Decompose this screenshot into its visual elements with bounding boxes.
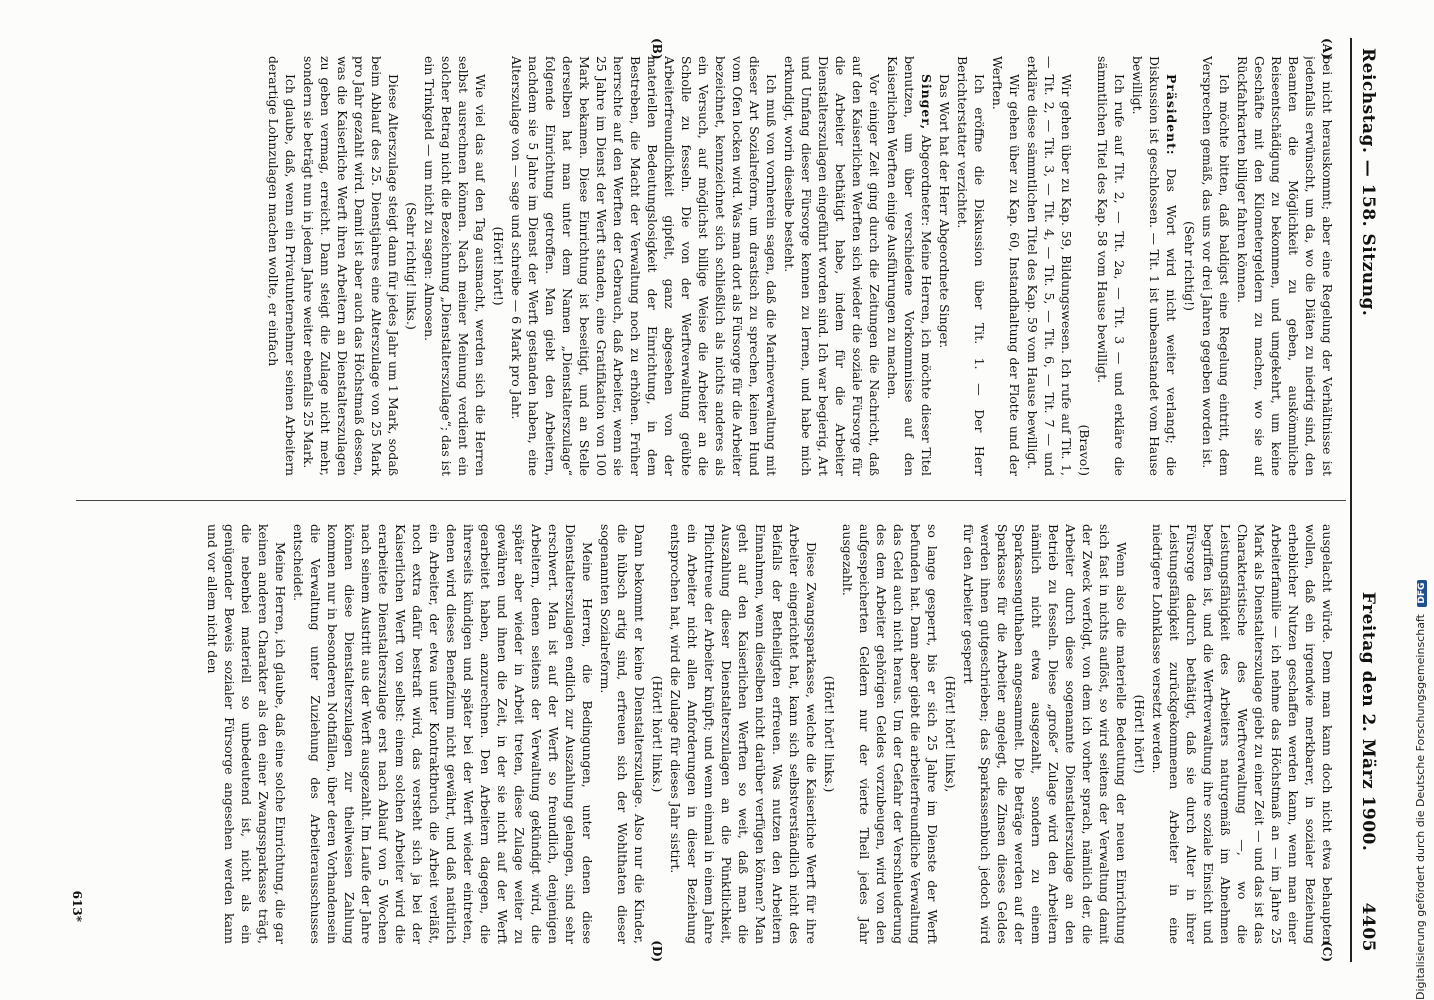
margin-mark-c: (C) (1320, 941, 1334, 962)
speaker-paragraph (884, 56, 935, 476)
paragraph: Ich muß von vornherein sagen, daß die Marineverwaltung mit dieser Art Sozialreform, um drastisch zu sprechen, keinen Hund vom Ofen locken wird. Was man dort als Fürsorge für die Arbeiter bezeichnet, kennzeichnet sich schließlich als nichts anderes als ein Versuch, auf möglichst billige Weise die Arbeiter an die Scholle zu fesseln. Die von der Werftverwaltung geübte Arbeiterfreundlichkeit gipfelt, ganz abgesehen von der materiellen Bedeutungslosigkeit der Einrichtung, in dem Bestreben, die Macht der Verwaltung noch zu erhöhen. Früher herrschte auf den Werften der Gebrauch, daß Arbeiter, wenn sie 25 Jahre im Dienst der Werft standen, eine Gratifikation von 100 Mark bekamen. Diese Einrichtung ist beseitigt, und an Stelle derselben hat man unter dem Namen „Dienstalterszulage“ folgende Einrichtung getroffen. Man giebt den Arbeitern, nachdem sie 5 Jahre im Dienst der Werft gestanden haben, eine Alterszulage von — sage und schreibe — 6 Mark pro Jahr. (509, 56, 779, 476)
interjection: (Sehr richtig! links.) (404, 202, 419, 330)
right-column (86, 524, 1336, 944)
paragraph: Ich glaube, daß, wenn ein Privatunternehmer seinen Arbeitern derartige Lohnzulagen machen wollte, er einfach (266, 56, 298, 476)
paragraph: Wir gehen über zu Kap. 60, Instandhaltung der Flotte und der Werften. (990, 56, 1022, 476)
interjection: (Hört! hört!) (1132, 694, 1147, 774)
page-content (54, 38, 1384, 962)
paragraph: Vor einiger Zeit ging durch die Zeitungen die Nachricht, daß auf den Kaiserlichen Werften sich wieder die soziale Fürsorge für die Arbeiter bethätigt habe, indem für die Arbeiter Dienstalterszulagen eingeführt worden sind. Ich war begierig, Art und Umfang dieser Fürsorge kennen zu lernen, und habe mich erkundigt, worin dieselbe besteht. (782, 56, 882, 476)
paragraph: Meine Herren, ich glaube, daß eine solche Einrichtung, die gar keinen anderen Charakter als den einer Zwangssparkasse trägt, die nebenbei materiell so unbedeutend ist, nicht als ein genügender Beweis sozialer Fürsorge angesehen werden kann und vor allem nicht den (205, 524, 288, 944)
speaker-text: Abgeordneter: Meine Herren, ich möchte dieser Titel benutzen, um über verschiedene Vorkommnisse auf den Kaiserlichen Werften einige Ausführungen zu machen. (885, 56, 934, 476)
paragraph: Ich eröffne die Diskussion über Tit. 1. — Der Herr Berichterstatter verzichtet. (955, 56, 987, 476)
paragraph: Wir gehen über zu Kap. 59, Bildungswesen. Ich rufe auf Tit. 1, — Tit. 2, — Tit. 3, — Tit. 4, — Tit. 5, — Tit. 6, — Tit. 7 — und erkläre diese sämmtlichen Titel des Kap. 59 vom Hause bewilligt. (1025, 56, 1074, 476)
speaker-text: Das Wort wird nicht weiter verlangt; die Diskussion ist geschlossen. — Tit. 1 ist unbeanstandet vom Hause bewilligt. (1130, 56, 1179, 476)
digitization-credit (1414, 300, 1432, 1000)
speaker-name: Präsident: (1164, 74, 1179, 156)
header-date: Freitag den 2. März 1900. (1358, 591, 1378, 852)
speaker-name: Singer, (919, 74, 934, 131)
paragraph: Dann bekommt er keine Dienstalterszulage. Also nur die Kinder, die hübsch artig sind, erfreuen sich der Wohlthaten dieser sogenannten Sozialreform. (598, 524, 647, 944)
paragraph: Meine Herren, die Bedingungen, unter denen diese Dienstalterszulagen endlich zur Auszahlung gelangen, sind sehr erschwert. Man ist auf der Werft so freundlich, denjenigen Arbeitern, denen seitens der Verwaltung gekündigt wird, die später aber wieder in Arbeit treten, diese Zulage weiter zu gewähren und ihnen die Zeit, in der sie nicht auf der Werft gearbeitet haben, anzurechnen. Den Arbeitern dagegen, die ihrerseits kündigen und später bei der Werft wieder eintreten, denen wird dieses Benefizium nicht gewährt, und daß natürlich ein Arbeiter, der etwa unter Kontraktbruch die Arbeit verläßt, noch extra dafür bestraft wird, das versteht sich ja bei der Kaiserlichen Werft von selbst: einem solchen Arbeiter wird die erarbeitete Dienstalterszulage erst nach Ablauf von 5 Wochen nach seinem Austritt aus der Werft ausgezahlt. Im Laufe der Jahre können diese Dienstalterszulagen zur theilweisen Zahlung kommen nur in besonderen Nothfällen, über deren Vorhandensein die Verwaltung unter Zuziehung des Arbeiterausschusses entscheidet. (291, 524, 595, 944)
paragraph: Ich rufe auf Tit. 2, — Tit. 2a, — Tit. 3 — und erkläre die sämmtlichen Titel des Kap. 58 vom Hause bewilligt. (1095, 56, 1127, 476)
interjection: (Sehr richtig!) (1182, 221, 1197, 311)
page-number: 4405 (1358, 902, 1378, 952)
header-rule (1350, 38, 1352, 962)
paragraph: Ich möchte bitten, daß baldigst eine Regelung eintritt, dem Versprechen gemäß, das uns vor drei Jahren gegeben worden ist. (1200, 56, 1232, 476)
credit-text: Digitalisierung gefördert durch die Deutsche Forschungsgemeinschaft (1414, 614, 1427, 1000)
column-divider (76, 500, 1346, 501)
paragraph: ausgelacht würde. Denn man kann doch nicht etwa behaupten wollen, daß ein irgendwie merkbarer, in sozialer Beziehung erheblicher Nutzen geschaffen werden kann, wenn man einer Arbeiterfamilie — ich nehme das Höchstmaß an — im Jahre 25 Mark als Dienstalterszulage giebt zu einer Zeit — und das ist das Charakteristische des Werftverwaltung —, wo die Leistungsfähigkeit des Arbeiters naturgemäß im Abnehmen begriffen ist, und die Werftverwaltung ihre soziale Einsicht und Fürsorge dadurch bethätigt, daß sie durch Alter in ihrer Leistungsfähigkeit zurückgekommenen Arbeiter in eine niedrigere Lohnklasse versetzt werden. (1150, 524, 1335, 944)
interjection: (Hört! hört! links), (943, 675, 958, 793)
margin-mark-b: (B) (650, 38, 664, 60)
dfg-logo: DFG (1417, 580, 1427, 607)
paragraph: Diese Zwangssparkasse, welche die Kaiserliche Werft für ihre Arbeiter eingerichtet hat, kann sich selbstverständlich nicht des Beifalls der Betheiligten erfreuen. Was nutzen den Arbeitern Einnahmen, wenn dieselben nicht darüber verfügen können? Man geht auf den Kaiserlichen Werften so weit, daß man die Auszahlung dieser Dienstalterszulagen an die Pünktlichkeit, Pflichttreue der Arbeiter knüpft; und wenn einmal in einem Jahre ein Arbeiter nicht allen Anforderungen in dieser Beziehung entsprochen hat, wird die Zulage für dieses Jahr sistirt. (668, 524, 819, 944)
speaker-paragraph (1129, 56, 1180, 476)
paragraph: Diese Alterszulage steigt dann für jedes Jahr um 1 Mark, sodaß beim Ablauf des 25. Dienstjahres eine Alterszulage von 25 Mark pro Jahr gezahlt wird. Damit ist aber auch das Höchstmaß dessen, was die Kaiserliche Werft ihren Arbeitern an Dienstalterszulagen zu geben vermag, erreicht. Dann steigt die Zulage nicht mehr, sondern sie beträgt nun in jedem Jahre weiter ebenfalls 25 Mark. (301, 56, 401, 476)
left-column (86, 56, 1336, 476)
running-header (1348, 38, 1384, 962)
paragraph: bei nicht herauskommt; aber eine Regelung der Verhältnisse ist jedenfalls erwünscht, um da, wo die Diäten zu niedrig sind, den Beamten die Möglichkeit zu geben, auskömmliche Reiseentschädigung zu bekommen, und umgekehrt, um keine Geschäfte mit den Kilometergeldern zu machen, wo sie auf Rückfahrkarten billiger fahren können. (1235, 56, 1335, 476)
interjection: (Hört! hört! links.) (822, 675, 837, 793)
paragraph: Wie viel das auf den Tag ausmacht, werden sich die Herren selbst ausrechnen können. Nach meiner Meinung verdient ein solcher Betrag nicht die Bezeichnung „Dienstalterszulage“; das ist ein Trinkgeld — um nicht zu sagen: Almosen. (422, 56, 488, 476)
interjection: (Hört! hört!) (491, 226, 506, 306)
paragraph: so lange gesperrt, bis er sich 25 Jahre im Dienste der Werft befunden hat. Dann aber giebt die arbeiterfreundliche Verwaltung das Geld auch nicht heraus. Um der Gefahr der Verschleuderung des dem Arbeiter gehörigen Geldes vorzubeugen, wird von den aufgespeicherten Geldern nur der vierte Theil jedes Jahr ausgezahlt. (840, 524, 940, 944)
interjection: (Hört! hört! links.) (650, 675, 665, 793)
page-footer (60, 38, 84, 962)
margin-mark-d: (D) (650, 940, 664, 962)
header-right-date (1358, 592, 1378, 952)
header-left-title: Reichstag. — 158. Sitzung. (1358, 48, 1378, 317)
paragraph: Wenn also die materielle Bedeutung der neuen Einrichtung sich fast in nichts auflöst, so wird seitens der Verwaltung damit der Zweck verfolgt, von dem ich vorher sprach, nämlich der, die Arbeiter durch diese sogenannte Dienstalterszulage an den Betrieb zu fesseln. Diese „große“ Zulage wird den Arbeitern nämlich nicht etwa ausgezahlt, sondern zu einem Sparkassenguthaben angesammelt. Die Beträge werden auf der Sparkasse für die Arbeiter angelegt, die Zinsen dieses Geldes werden ihnen gutgeschrieben; das Sparkassenbuch jedoch wird für den Arbeiter gesperrt (961, 524, 1129, 944)
margin-mark-a: (A) (1320, 38, 1334, 59)
paragraph: Das Wort hat der Herr Abgeordnete Singer. (937, 74, 952, 349)
interjection: (Bravo!) (1077, 424, 1092, 476)
signature-mark: 613* (70, 890, 84, 922)
